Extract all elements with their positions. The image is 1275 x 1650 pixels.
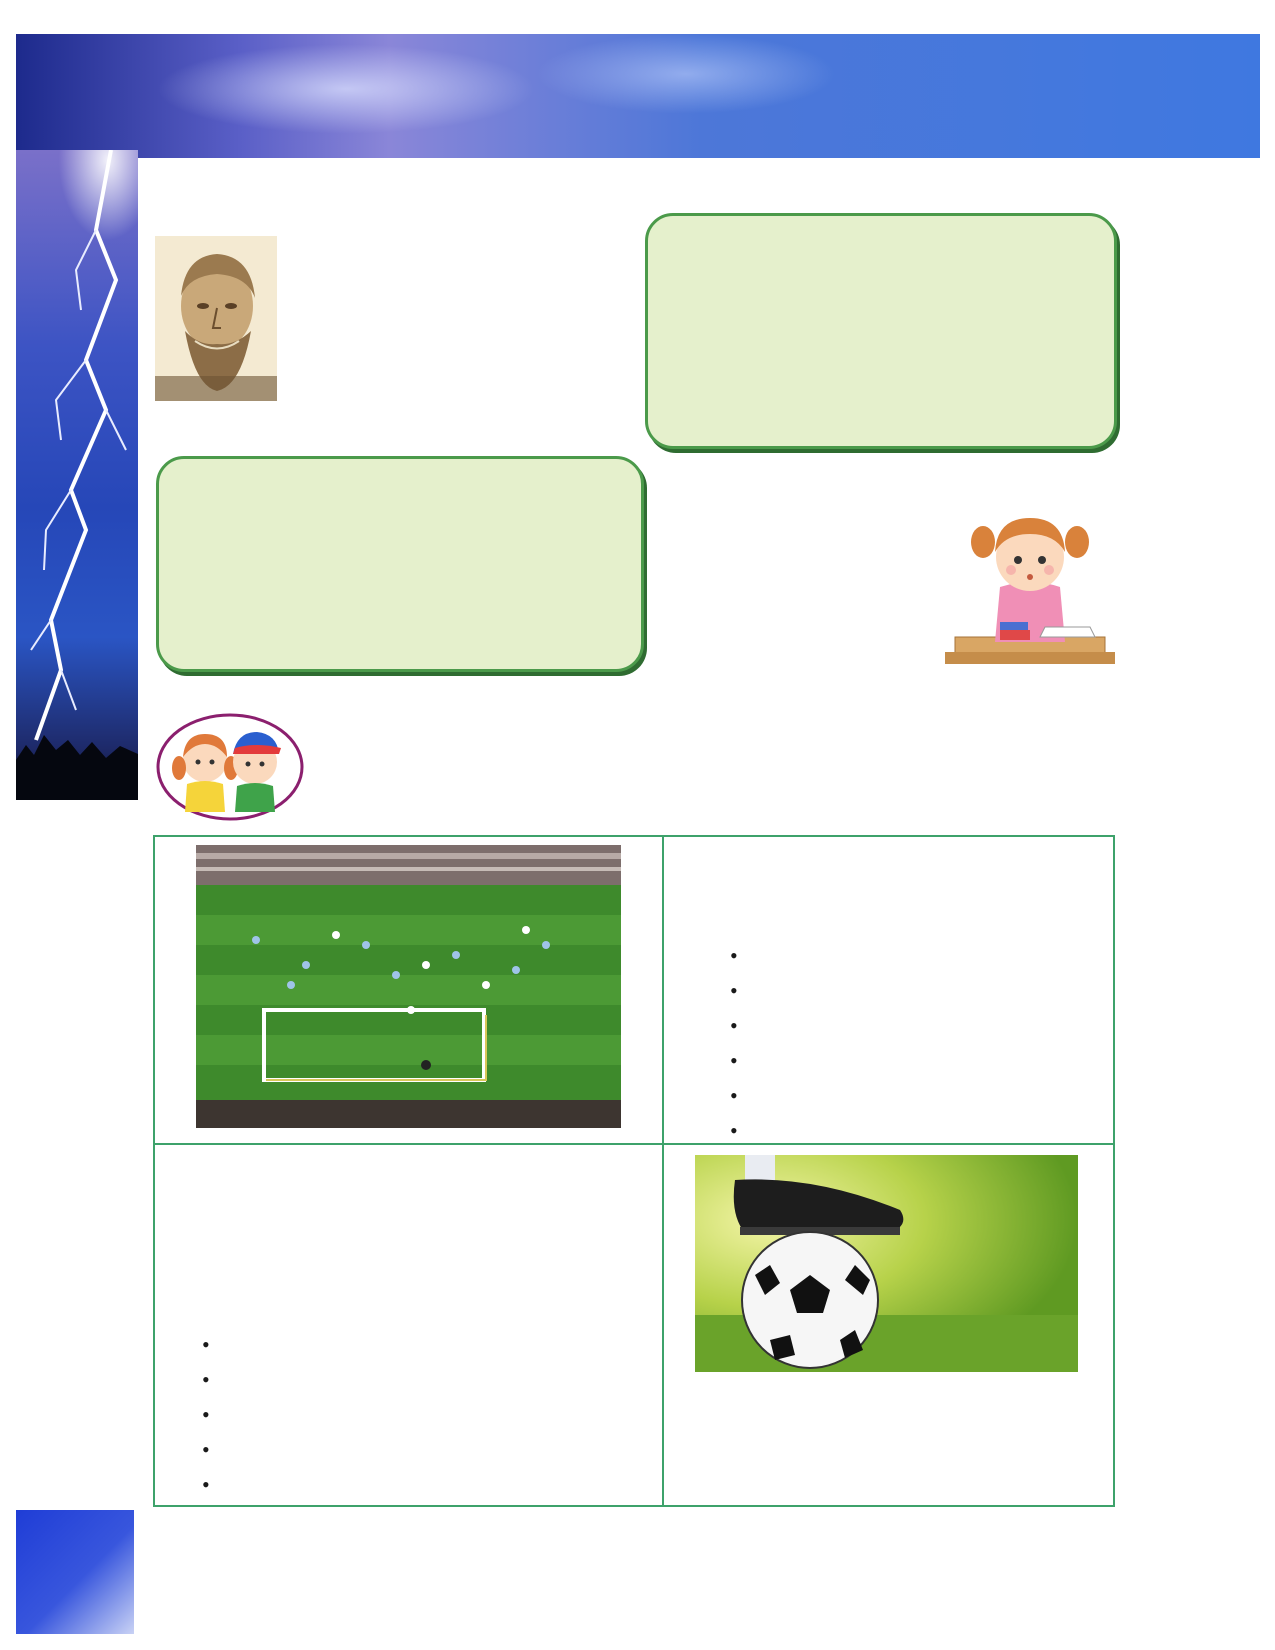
list-item [730, 1008, 738, 1043]
list-item [730, 1078, 738, 1113]
table-horizontal-divider [153, 1143, 1115, 1145]
header-banner [16, 34, 1260, 158]
list-item [730, 1043, 738, 1078]
list-item [202, 1327, 210, 1362]
page-number-box [16, 1510, 134, 1634]
list-item [202, 1467, 210, 1502]
position-time-graph [690, 455, 930, 710]
list-item [202, 1432, 210, 1467]
kids-badge-illustration [155, 712, 305, 827]
stadium-photo [196, 845, 621, 1128]
task2-terms-list [202, 1327, 210, 1502]
table-vertical-divider [662, 835, 664, 1507]
thinking-girl-illustration [945, 482, 1115, 677]
quote-box [645, 213, 1117, 449]
lightning-strip [16, 150, 138, 800]
list-item [202, 1397, 210, 1432]
list-item [202, 1362, 210, 1397]
galilei-portrait [155, 236, 277, 401]
foot-on-ball-photo [695, 1155, 1078, 1372]
list-item [730, 973, 738, 1008]
list-item [730, 938, 738, 973]
question-box [156, 456, 644, 672]
runners-silhouette [745, 1382, 1015, 1499]
task1-terms-list [730, 938, 738, 1148]
list-item [730, 1113, 738, 1148]
